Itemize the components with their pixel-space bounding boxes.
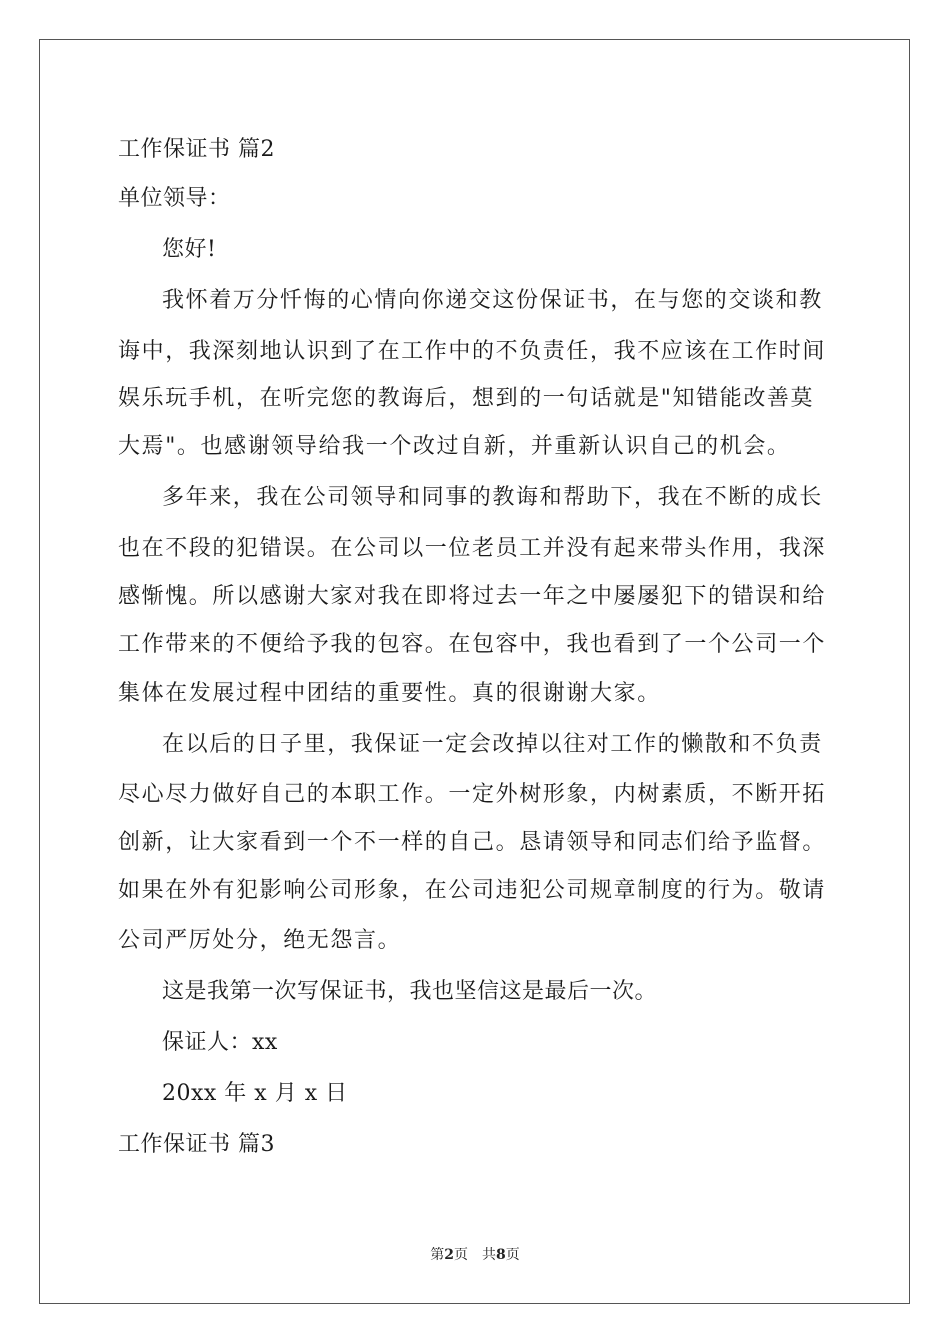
signature-date: 20xx 年 x 月 x 日 xyxy=(162,1081,348,1106)
paragraph-line: 工作带来的不便给予我的包容。在包容中，我也看到了一个公司一个 xyxy=(118,632,827,657)
paragraph-line: 如果在外有犯影响公司形象，在公司违犯公司规章制度的行为。敬请 xyxy=(118,878,827,903)
paragraph-line: 诲中，我深刻地认识到了在工作中的不负责任，我不应该在工作时间 xyxy=(118,339,827,364)
section-heading: 工作保证书 篇2 xyxy=(118,137,275,162)
paragraph-line: 尽心尽力做好自己的本职工作。一定外树形象，内树素质，不断开拓 xyxy=(118,782,827,807)
page-prefix: 第 xyxy=(430,1247,445,1263)
total-pages: 8 xyxy=(496,1247,506,1263)
salutation: 单位领导： xyxy=(118,186,231,211)
paragraph-line: 公司严厉处分，绝无怨言。 xyxy=(118,928,402,953)
paragraph-line: 我怀着万分忏悔的心情向你递交这份保证书，在与您的交谈和教 xyxy=(162,288,823,313)
paragraph-line: 在以后的日子里，我保证一定会改掉以往对工作的懒散和不负责 xyxy=(162,732,823,757)
guarantor-signature: 保证人：xx xyxy=(162,1030,278,1055)
page-mid: 页 共 xyxy=(454,1247,496,1263)
paragraph-line: 感惭愧。所以感谢大家对我在即将过去一年之中屡屡犯下的错误和给 xyxy=(118,584,827,609)
page-suffix: 页 xyxy=(505,1247,520,1263)
page-number-footer xyxy=(0,1246,950,1264)
current-page: 2 xyxy=(444,1247,454,1263)
paragraph-line: 娱乐玩手机，在听完您的教诲后，想到的一句话就是"知错能改善莫 xyxy=(118,386,815,411)
section-heading: 工作保证书 篇3 xyxy=(118,1132,275,1157)
paragraph-line: 创新，让大家看到一个不一样的自己。恳请领导和同志们给予监督。 xyxy=(118,830,827,855)
paragraph-line: 也在不段的犯错误。在公司以一位老员工并没有起来带头作用，我深 xyxy=(118,536,827,561)
paragraph-line: 集体在发展过程中团结的重要性。真的很谢谢大家。 xyxy=(118,681,661,706)
paragraph-line: 多年来，我在公司领导和同事的教诲和帮助下，我在不断的成长 xyxy=(162,485,823,510)
paragraph-line: 大焉"。也感谢领导给我一个改过自新，并重新认识自己的机会。 xyxy=(118,434,791,459)
page-border xyxy=(39,39,910,1304)
closing-line: 这是我第一次写保证书，我也坚信这是最后一次。 xyxy=(162,979,658,1004)
greeting: 您好! xyxy=(162,237,217,262)
